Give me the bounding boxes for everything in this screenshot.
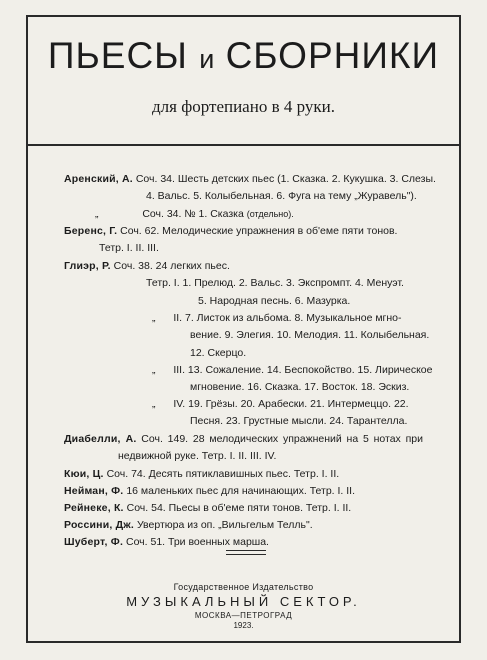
catalog-line [64,224,397,238]
work-text: Соч. 34. № 1. Сказка [142,208,244,220]
subtitle: для фортепиано в 4 руки. [152,97,335,116]
catalog-line: 4. Вальс. 5. Колыбельная. 6. Фуга на тему „Журавель"). [146,190,417,202]
title-word-2: СБОРНИКИ [225,35,440,76]
catalog-line [64,259,230,273]
catalog-line [95,207,294,221]
publisher-sector: МУЗЫКАЛЬНЫЙ СЕКТОР. [126,594,361,609]
catalog-line: 5. Народная песнь. 6. Мазурка. [198,295,351,307]
catalog-line: Тетр. I. II. III. [99,242,159,254]
composer-name: Россини, Дж. [64,519,135,531]
ditto-mark: „ [95,208,99,220]
composer-name: Кюи, Ц. [64,468,104,480]
composer-name: Диабелли, А. [64,433,137,445]
catalog-line: 12. Скерцо. [190,347,247,359]
work-text: 16 маленьких пьес для начинающих. Тетр. I. II. [126,485,356,497]
publication-year: 1923. [233,621,254,630]
publisher-cities: МОСКВА—ПЕТРОГРАД [194,611,293,620]
catalog-line [64,467,339,481]
work-text: Соч. 74. Десять пятиклавишных пьес. Тетр. I. II. [106,468,340,480]
catalog-line [152,311,402,325]
catalog-line [152,397,409,411]
composer-name: Аренский, А. [64,173,133,185]
work-text: Соч. 149. 28 мелодических упражнений на 5 нотах при [141,433,423,445]
catalog-line [64,484,355,498]
work-text: IV. 19. Грёзы. 20. Арабески. 21. Интермеццо. 22. [173,398,409,410]
ditto-mark: „ [152,312,156,324]
composer-name: Беренс, Г. [64,225,118,237]
double-rule-ornament [226,550,266,555]
page-title [0,34,487,81]
catalog-line [152,363,432,377]
catalog-line [64,501,351,515]
title-word-1: ПЬЕСЫ [47,35,188,76]
catalog-line: недвижной руке. Тетр. I. II. III. IV. [118,450,277,462]
publisher-name: Государственное Издательство [173,582,314,592]
composer-name: Нейман, Ф. [64,485,124,497]
catalog-line: Песня. 23. Грустные мысли. 24. Тарантелла. [190,415,408,427]
work-text: II. 7. Листок из альбома. 8. Музыкальное мгно- [173,312,402,324]
catalog-line: мгновение. 16. Сказка. 17. Восток. 18. Эскиз. [190,381,410,393]
composer-name: Шуберт, Ф. [64,536,124,548]
title-conjunction: и [199,44,215,74]
catalog-line [64,518,313,532]
catalog-line: Тетр. I. 1. Прелюд. 2. Вальс. 3. Экспромпт. 4. Менуэт. [146,277,404,289]
ditto-mark: „ [152,364,156,376]
work-text: III. 13. Сожаление. 14. Беспокойство. 15. Лирическое [173,364,433,376]
work-text: Соч. 51. Три военных марша. [125,536,269,548]
work-text: Соч. 38. 24 легких пьес. [113,260,230,272]
work-text: Увертюра из оп. „Вильгельм Телль". [136,519,313,531]
composer-name: Глиэр, Р. [64,260,111,272]
work-text: Соч. 62. Мелодические упражнения в об'еме пяти тонов. [120,225,398,237]
work-text: Соч. 54. Пьесы в об'еме пяти тонов. Тетр. I. II. [126,502,352,514]
ditto-mark: „ [152,398,156,410]
work-note: (отдельно). [246,209,294,219]
catalog-line: вение. 9. Элегия. 10. Мелодия. 11. Колыбельная. [190,329,430,341]
work-text: Соч. 34. Шесть детских пьес (1. Сказка. 2. Кукушка. 3. Слезы. [135,173,436,185]
catalog-line [64,172,436,186]
header-divider [28,144,459,146]
catalog-line [64,432,423,446]
composer-name: Рейнеке, К. [64,502,124,514]
catalog-line [64,535,269,549]
